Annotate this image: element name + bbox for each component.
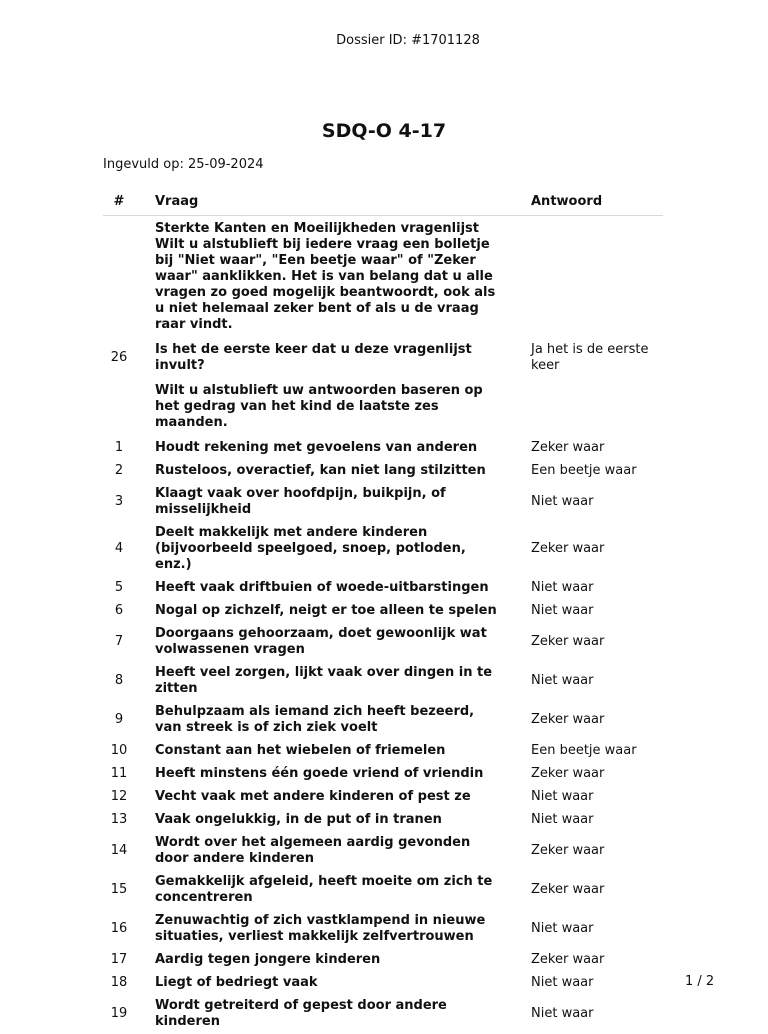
table-row <box>103 832 663 871</box>
row-number: 11 <box>103 763 135 786</box>
table-row <box>103 662 663 701</box>
row-answer: Een beetje waar <box>511 740 663 763</box>
column-header-answer: Antwoord <box>511 188 663 216</box>
row-question: Klaagt vaak over hoofdpijn, buikpijn, of misselijkheid <box>135 483 511 522</box>
row-question: Heeft veel zorgen, lijkt vaak over dingen in te zitten <box>135 662 511 701</box>
row-question: Liegt of bedriegt vaak <box>135 972 511 995</box>
row-question: Behulpzaam als iemand zich heeft bezeerd, van streek is of zich ziek voelt <box>135 701 511 740</box>
page-title: SDQ-O 4-17 <box>0 120 768 142</box>
row-answer: Niet waar <box>511 995 663 1034</box>
row-answer: Zeker waar <box>511 623 663 662</box>
row-question: Constant aan het wiebelen of friemelen <box>135 740 511 763</box>
table-row <box>103 600 663 623</box>
row-answer: Niet waar <box>511 972 663 995</box>
row-question: Gemakkelijk afgeleid, heeft moeite om zich te concentreren <box>135 871 511 910</box>
table-row <box>103 701 663 740</box>
row-question: Vecht vaak met andere kinderen of pest ze <box>135 786 511 809</box>
row-number: 15 <box>103 871 135 910</box>
row-question: Zenuwachtig of zich vastklampend in nieuwe situaties, verliest makkelijk zelfvertrouwen <box>135 910 511 949</box>
row-question: Wordt getreiterd of gepest door andere kinderen <box>135 995 511 1034</box>
row-question: Nogal op zichzelf, neigt er toe alleen te spelen <box>135 600 511 623</box>
row-number: 2 <box>103 460 135 483</box>
table-header-row <box>103 188 663 216</box>
table-row <box>103 483 663 522</box>
row-answer <box>511 378 663 437</box>
table-row <box>103 763 663 786</box>
row-number <box>103 378 135 437</box>
column-header-question: Vraag <box>135 188 511 216</box>
row-number: 4 <box>103 522 135 577</box>
row-number: 6 <box>103 600 135 623</box>
row-number: 18 <box>103 972 135 995</box>
table-row <box>103 786 663 809</box>
row-number: 8 <box>103 662 135 701</box>
row-number: 5 <box>103 577 135 600</box>
column-header-number: # <box>103 188 135 216</box>
table-row <box>103 339 663 378</box>
row-question: Sterkte Kanten en Moeilijkheden vragenlijst Wilt u alstublieft bij iedere vraag een bolletje bij "Niet waar", "Een beetje waar" of "Zeker waar" aanklikken. Het is van belang dat u alle vragen zo goed mogelijk beantwoordt, ook als u niet helemaal zeker bent of als u de vraag raar vindt. <box>135 216 511 340</box>
row-number: 3 <box>103 483 135 522</box>
row-number: 19 <box>103 995 135 1034</box>
table-row <box>103 577 663 600</box>
row-question: Aardig tegen jongere kinderen <box>135 949 511 972</box>
table-row <box>103 460 663 483</box>
row-question: Wilt u alstublieft uw antwoorden baseren op het gedrag van het kind de laatste zes maanden. <box>135 378 511 437</box>
dossier-id: Dossier ID: #1701128 <box>0 33 768 48</box>
row-number: 10 <box>103 740 135 763</box>
row-answer: Ja het is de eerste keer <box>511 339 663 378</box>
row-answer: Niet waar <box>511 809 663 832</box>
table-row <box>103 522 663 577</box>
row-answer: Zeker waar <box>511 701 663 740</box>
row-question: Vaak ongelukkig, in de put of in tranen <box>135 809 511 832</box>
row-answer: Een beetje waar <box>511 460 663 483</box>
row-number: 14 <box>103 832 135 871</box>
table-row <box>103 871 663 910</box>
row-answer: Zeker waar <box>511 871 663 910</box>
row-question: Deelt makkelijk met andere kinderen (bijvoorbeeld speelgoed, snoep, potloden, enz.) <box>135 522 511 577</box>
row-question: Heeft vaak driftbuien of woede-uitbarstingen <box>135 577 511 600</box>
row-question: Heeft minstens één goede vriend of vriendin <box>135 763 511 786</box>
table-body <box>103 216 663 1034</box>
row-number: 9 <box>103 701 135 740</box>
page-number: 1 / 2 <box>685 974 714 989</box>
table-row <box>103 623 663 662</box>
row-question: Doorgaans gehoorzaam, doet gewoonlijk wat volwassenen vragen <box>135 623 511 662</box>
row-question: Rusteloos, overactief, kan niet lang stilzitten <box>135 460 511 483</box>
row-answer: Zeker waar <box>511 949 663 972</box>
table-row <box>103 740 663 763</box>
row-answer: Zeker waar <box>511 832 663 871</box>
table-row <box>103 437 663 460</box>
row-answer: Zeker waar <box>511 522 663 577</box>
row-number: 13 <box>103 809 135 832</box>
row-number: 26 <box>103 339 135 378</box>
row-answer <box>511 216 663 340</box>
row-answer: Niet waar <box>511 577 663 600</box>
table-row <box>103 809 663 832</box>
row-question: Houdt rekening met gevoelens van anderen <box>135 437 511 460</box>
table-row <box>103 378 663 437</box>
row-number: 17 <box>103 949 135 972</box>
table-row <box>103 949 663 972</box>
row-number <box>103 216 135 340</box>
filled-in-date: Ingevuld op: 25-09-2024 <box>103 157 264 172</box>
row-question: Is het de eerste keer dat u deze vragenlijst invult? <box>135 339 511 378</box>
table-row <box>103 995 663 1034</box>
row-number: 12 <box>103 786 135 809</box>
row-number: 1 <box>103 437 135 460</box>
row-answer: Niet waar <box>511 662 663 701</box>
row-answer: Niet waar <box>511 600 663 623</box>
row-question: Wordt over het algemeen aardig gevonden door andere kinderen <box>135 832 511 871</box>
row-number: 16 <box>103 910 135 949</box>
table-row <box>103 216 663 340</box>
row-answer: Niet waar <box>511 910 663 949</box>
questionnaire-table <box>103 188 663 1034</box>
row-answer: Zeker waar <box>511 437 663 460</box>
table-row <box>103 972 663 995</box>
table-row <box>103 910 663 949</box>
row-answer: Zeker waar <box>511 763 663 786</box>
row-answer: Niet waar <box>511 483 663 522</box>
row-number: 7 <box>103 623 135 662</box>
row-answer: Niet waar <box>511 786 663 809</box>
